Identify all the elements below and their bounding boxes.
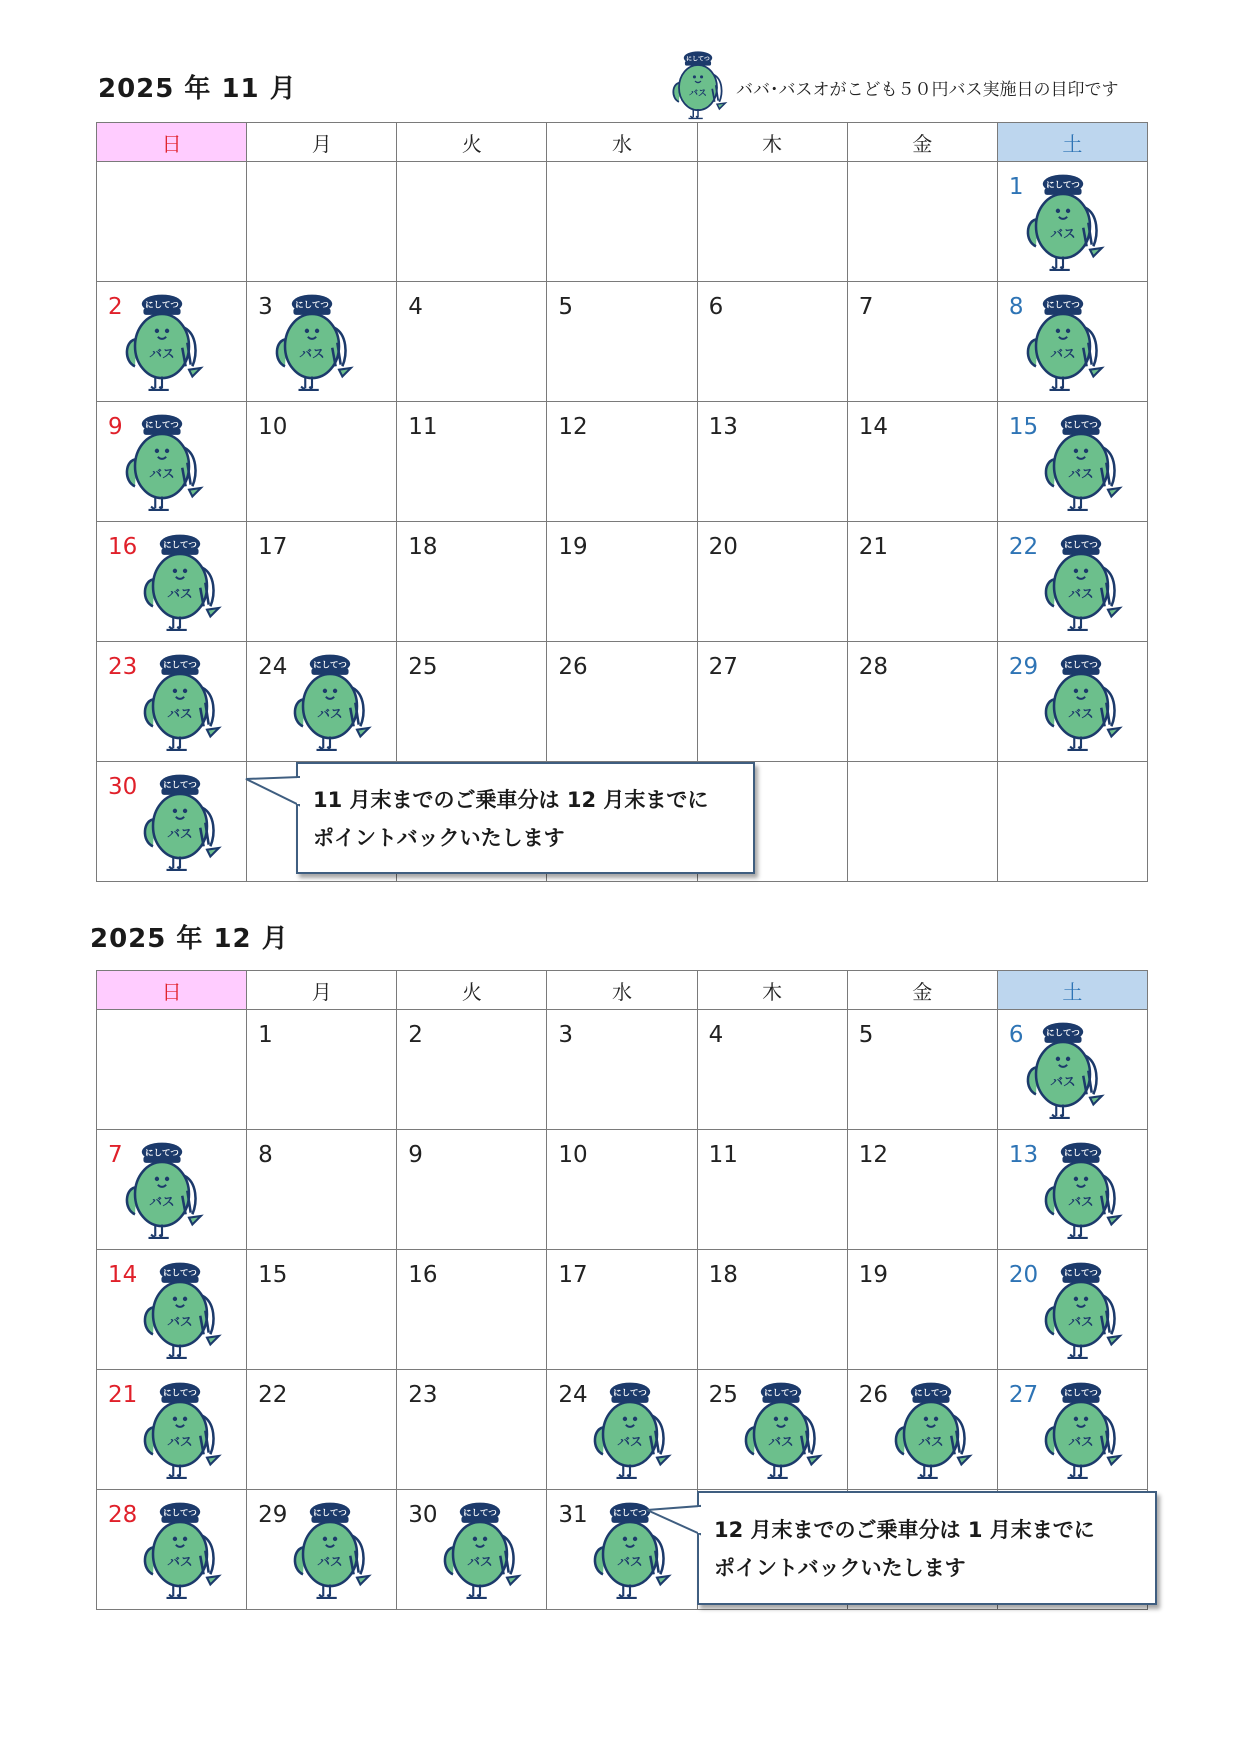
svg-text:バス: バス: [149, 1193, 175, 1209]
svg-text:バス: バス: [167, 1433, 193, 1449]
day-number: 21: [108, 1382, 138, 1408]
svg-text:バス: バス: [1068, 1433, 1094, 1449]
day-number: 22: [1008, 534, 1039, 560]
day-cell[interactable]: [697, 402, 847, 522]
weekday-header-row: [97, 123, 1148, 162]
svg-text:にしてつ: にしてつ: [763, 1387, 798, 1398]
svg-text:バス: バス: [317, 1553, 343, 1569]
day-number: 5: [558, 294, 574, 320]
day-cell[interactable]: [247, 1130, 397, 1250]
svg-text:にしてつ: にしてつ: [145, 419, 179, 430]
day-number: 10: [558, 1142, 588, 1168]
day-number: 21: [858, 534, 888, 560]
svg-text:にしてつ: にしてつ: [1063, 539, 1098, 550]
day-number: 4: [408, 294, 423, 320]
svg-text:バス: バス: [149, 465, 175, 481]
callout-pointer: [243, 775, 303, 815]
mascot-legend: [668, 48, 1119, 120]
day-cell[interactable]: [97, 522, 247, 642]
day-cell[interactable]: [847, 1370, 997, 1490]
day-number: 29: [1008, 654, 1039, 680]
mascot-icon: [137, 1255, 223, 1363]
weekday-header-sat: 土: [997, 123, 1147, 162]
mascot-icon: [738, 1375, 824, 1483]
callout-line-2: ポイントバックいたします: [714, 1556, 966, 1580]
month-title-november: 2025 年 11 月: [98, 74, 297, 104]
day-cell[interactable]: [997, 642, 1147, 762]
day-cell[interactable]: [997, 402, 1147, 522]
weekday-header-mon: 月: [247, 123, 397, 162]
day-cell[interactable]: [847, 1010, 997, 1130]
day-cell[interactable]: [847, 282, 997, 402]
legend-text: ババ･バスオがこども５０円バス実施日の目印です: [736, 79, 1119, 100]
day-cell[interactable]: [247, 282, 397, 402]
day-cell[interactable]: [97, 642, 247, 762]
weekday-header-wed: 水: [547, 971, 697, 1010]
day-number: 23: [108, 654, 138, 680]
svg-text:にしてつ: にしてつ: [913, 1387, 948, 1398]
day-cell[interactable]: [397, 522, 547, 642]
day-cell[interactable]: [997, 1250, 1147, 1370]
day-cell[interactable]: [247, 522, 397, 642]
svg-text:にしてつ: にしてつ: [163, 1387, 197, 1398]
svg-text:にしてつ: にしてつ: [686, 55, 710, 63]
svg-text:にしてつ: にしてつ: [1063, 1387, 1098, 1398]
day-cell[interactable]: [247, 1250, 397, 1370]
svg-text:にしてつ: にしてつ: [163, 779, 197, 790]
mascot-icon: [137, 1375, 223, 1483]
svg-text:バス: バス: [1068, 465, 1094, 481]
week-row: [97, 1130, 1148, 1250]
svg-text:にしてつ: にしてつ: [313, 659, 347, 670]
day-cell[interactable]: [397, 402, 547, 522]
svg-text:にしてつ: にしてつ: [145, 1147, 179, 1158]
day-cell[interactable]: [697, 522, 847, 642]
svg-text:にしてつ: にしてつ: [163, 659, 197, 670]
day-cell[interactable]: [547, 522, 697, 642]
empty-cell: [697, 162, 847, 282]
svg-text:バス: バス: [918, 1433, 944, 1449]
day-number: 18: [408, 534, 438, 560]
weekday-header-thu: 木: [697, 971, 847, 1010]
weekday-header-fri: 金: [847, 123, 997, 162]
empty-cell: [847, 162, 997, 282]
day-cell[interactable]: [97, 1370, 247, 1490]
mascot-icon: [1020, 287, 1106, 395]
day-number: 6: [708, 294, 724, 320]
mascot-icon: [437, 1495, 523, 1603]
day-cell[interactable]: [397, 1370, 547, 1490]
day-number: 19: [858, 1262, 888, 1288]
weekday-header-row: [97, 971, 1148, 1010]
mascot-icon: [137, 647, 223, 755]
mascot-icon: [137, 1495, 223, 1603]
week-row: [97, 162, 1148, 282]
week-row: [97, 522, 1148, 642]
day-number: 30: [408, 1502, 438, 1528]
day-cell[interactable]: [97, 1130, 247, 1250]
day-number: 14: [858, 414, 888, 440]
day-number: 2: [408, 1022, 423, 1048]
day-number: 7: [108, 1142, 123, 1168]
day-number: 4: [708, 1022, 724, 1048]
day-cell[interactable]: [97, 762, 247, 882]
day-cell[interactable]: [547, 282, 697, 402]
empty-cell: [847, 762, 997, 882]
week-row: [97, 402, 1148, 522]
svg-text:にしてつ: にしてつ: [163, 1507, 197, 1518]
svg-text:にしてつ: にしてつ: [145, 299, 179, 310]
month-title-december: 2025 年 12 月: [90, 924, 289, 954]
mascot-icon: [888, 1375, 974, 1483]
day-cell[interactable]: [697, 282, 847, 402]
day-cell[interactable]: [997, 1370, 1147, 1490]
mascot-icon: [269, 287, 355, 395]
empty-cell: [247, 162, 397, 282]
svg-text:バス: バス: [167, 825, 193, 841]
day-number: 28: [858, 654, 888, 680]
mascot-icon: [587, 1375, 673, 1483]
day-cell[interactable]: [247, 1370, 397, 1490]
day-number: 7: [858, 294, 874, 320]
day-number: 26: [858, 1382, 888, 1408]
day-cell[interactable]: [997, 1010, 1147, 1130]
svg-text:にしてつ: にしてつ: [1063, 1147, 1098, 1158]
day-number: 13: [1008, 1142, 1039, 1168]
day-cell[interactable]: [97, 282, 247, 402]
svg-text:にしてつ: にしてつ: [613, 1507, 648, 1518]
mascot-icon: [119, 287, 205, 395]
day-cell[interactable]: [847, 642, 997, 762]
day-cell[interactable]: [547, 1250, 697, 1370]
day-cell[interactable]: [247, 1490, 397, 1610]
day-cell[interactable]: [697, 1010, 847, 1130]
day-cell[interactable]: [397, 1250, 547, 1370]
day-cell[interactable]: [247, 1010, 397, 1130]
svg-text:バス: バス: [467, 1553, 493, 1569]
day-number: 19: [558, 534, 588, 560]
day-cell[interactable]: [697, 1250, 847, 1370]
empty-cell: [547, 162, 697, 282]
svg-text:にしてつ: にしてつ: [1063, 659, 1098, 670]
day-number: 14: [108, 1262, 138, 1288]
day-cell[interactable]: [247, 402, 397, 522]
day-number: 17: [258, 534, 288, 560]
svg-text:にしてつ: にしてつ: [463, 1507, 498, 1518]
day-number: 6: [1008, 1022, 1024, 1048]
weekday-header-tue: 火: [397, 123, 547, 162]
day-number: 20: [708, 534, 738, 560]
day-number: 30: [108, 774, 138, 800]
svg-text:バス: バス: [767, 1433, 794, 1449]
mascot-icon: [1020, 1015, 1106, 1123]
day-cell[interactable]: [247, 642, 397, 762]
empty-cell: [397, 162, 547, 282]
day-number: 27: [708, 654, 738, 680]
day-number: 31: [558, 1502, 588, 1528]
mascot-legend-icon: [668, 46, 728, 122]
day-number: 8: [1008, 294, 1024, 320]
day-cell[interactable]: [397, 1490, 547, 1610]
svg-text:バス: バス: [1050, 225, 1076, 241]
mascot-icon: [119, 1135, 205, 1243]
day-cell[interactable]: [697, 1130, 847, 1250]
mascot-icon: [137, 527, 223, 635]
day-cell[interactable]: [547, 1010, 697, 1130]
day-cell[interactable]: [397, 1130, 547, 1250]
svg-text:バス: バス: [1050, 1073, 1076, 1089]
svg-text:にしてつ: にしてつ: [295, 299, 329, 310]
svg-text:にしてつ: にしてつ: [163, 539, 197, 550]
svg-text:にしてつ: にしてつ: [613, 1387, 648, 1398]
weekday-header-sat: 土: [997, 971, 1147, 1010]
day-cell[interactable]: [397, 282, 547, 402]
day-number: 29: [258, 1502, 288, 1528]
mascot-icon: [1038, 527, 1124, 635]
empty-cell: [97, 162, 247, 282]
week-row: [97, 282, 1148, 402]
mascot-icon: [1038, 1255, 1124, 1363]
weekday-header-thu: 木: [697, 123, 847, 162]
day-cell[interactable]: [397, 642, 547, 762]
day-cell[interactable]: [997, 522, 1147, 642]
week-row: [97, 1370, 1148, 1490]
mascot-icon: [1038, 647, 1124, 755]
weekday-header-sun: 日: [97, 123, 247, 162]
weekday-header-tue: 火: [397, 971, 547, 1010]
weekday-header-fri: 金: [847, 971, 997, 1010]
day-cell[interactable]: [997, 282, 1147, 402]
mascot-icon: [119, 407, 205, 515]
svg-text:バス: バス: [167, 585, 193, 601]
day-cell[interactable]: [847, 1250, 997, 1370]
day-number: 8: [258, 1142, 273, 1168]
svg-text:にしてつ: にしてつ: [1045, 299, 1080, 310]
day-cell[interactable]: [97, 1490, 247, 1610]
week-row: [97, 1010, 1148, 1130]
day-cell[interactable]: [547, 402, 697, 522]
day-number: 3: [558, 1022, 574, 1048]
day-number: 16: [108, 534, 138, 560]
svg-text:バス: バス: [167, 1553, 193, 1569]
callout-line-2: ポイントバックいたします: [313, 826, 565, 850]
day-number: 22: [258, 1382, 288, 1408]
callout-pointer: [644, 1504, 704, 1544]
day-cell[interactable]: [547, 642, 697, 762]
mascot-icon: [137, 767, 223, 875]
day-number: 20: [1008, 1262, 1039, 1288]
empty-cell: [97, 1010, 247, 1130]
day-number: 11: [408, 414, 438, 440]
week-row: [97, 1250, 1148, 1370]
day-number: 13: [708, 414, 738, 440]
svg-text:にしてつ: にしてつ: [313, 1507, 347, 1518]
day-number: 9: [408, 1142, 423, 1168]
svg-text:にしてつ: にしてつ: [1063, 1267, 1098, 1278]
day-number: 16: [408, 1262, 438, 1288]
day-number: 5: [858, 1022, 874, 1048]
day-number: 15: [1008, 414, 1039, 440]
callout-line-1: 11 月末までのご乗車分は 12 月末までに: [313, 788, 709, 812]
svg-text:バス: バス: [167, 705, 193, 721]
mascot-icon: [1020, 167, 1106, 275]
day-number: 27: [1008, 1382, 1039, 1408]
week-row: [97, 642, 1148, 762]
mascot-icon: [287, 1495, 373, 1603]
svg-text:バス: バス: [299, 345, 325, 361]
day-number: 12: [558, 414, 588, 440]
svg-text:バス: バス: [1050, 345, 1076, 361]
day-cell[interactable]: [697, 1370, 847, 1490]
day-cell[interactable]: [697, 642, 847, 762]
mascot-icon: [287, 647, 373, 755]
day-number: 28: [108, 1502, 138, 1528]
svg-text:バス: バス: [317, 705, 343, 721]
day-cell[interactable]: [397, 1010, 547, 1130]
svg-text:バス: バス: [617, 1433, 644, 1449]
svg-text:バス: バス: [689, 88, 707, 99]
day-number: 25: [408, 654, 438, 680]
day-number: 26: [558, 654, 588, 680]
day-number: 15: [258, 1262, 288, 1288]
mascot-icon: [1038, 407, 1124, 515]
svg-text:バス: バス: [1068, 1313, 1094, 1329]
day-number: 2: [108, 294, 123, 320]
day-cell[interactable]: [847, 1130, 997, 1250]
day-number: 1: [1008, 174, 1024, 200]
day-number: 12: [858, 1142, 888, 1168]
day-number: 1: [258, 1022, 273, 1048]
weekday-header-sun: 日: [97, 971, 247, 1010]
weekday-header-wed: 水: [547, 123, 697, 162]
svg-text:バス: バス: [167, 1313, 193, 1329]
svg-text:にしてつ: にしてつ: [1063, 419, 1098, 430]
day-number: 24: [558, 1382, 588, 1408]
day-number: 24: [258, 654, 288, 680]
mascot-icon: [1038, 1135, 1124, 1243]
callout-line-1: 12 月末までのご乗車分は 1 月末までに: [714, 1518, 1095, 1542]
svg-text:にしてつ: にしてつ: [163, 1267, 197, 1278]
day-number: 10: [258, 414, 288, 440]
day-cell[interactable]: [97, 402, 247, 522]
day-cell[interactable]: [547, 1370, 697, 1490]
day-cell[interactable]: [547, 1130, 697, 1250]
day-cell[interactable]: [997, 162, 1147, 282]
day-number: 25: [708, 1382, 738, 1408]
svg-text:バス: バス: [1068, 705, 1094, 721]
svg-text:バス: バス: [149, 345, 175, 361]
weekday-header-mon: 月: [247, 971, 397, 1010]
empty-cell: [997, 762, 1147, 882]
mascot-icon: [1038, 1375, 1124, 1483]
day-cell[interactable]: [97, 1250, 247, 1370]
day-number: 3: [258, 294, 273, 320]
svg-text:バス: バス: [1068, 1193, 1094, 1209]
day-number: 17: [558, 1262, 588, 1288]
svg-text:にしてつ: にしてつ: [1045, 1027, 1080, 1038]
svg-text:にしてつ: にしてつ: [1045, 179, 1080, 190]
day-cell[interactable]: [997, 1130, 1147, 1250]
day-cell[interactable]: [847, 522, 997, 642]
svg-text:バス: バス: [1068, 585, 1094, 601]
day-cell[interactable]: [847, 402, 997, 522]
svg-text:バス: バス: [617, 1553, 644, 1569]
day-number: 23: [408, 1382, 438, 1408]
day-number: 18: [708, 1262, 738, 1288]
day-number: 9: [108, 414, 123, 440]
day-number: 11: [708, 1142, 738, 1168]
